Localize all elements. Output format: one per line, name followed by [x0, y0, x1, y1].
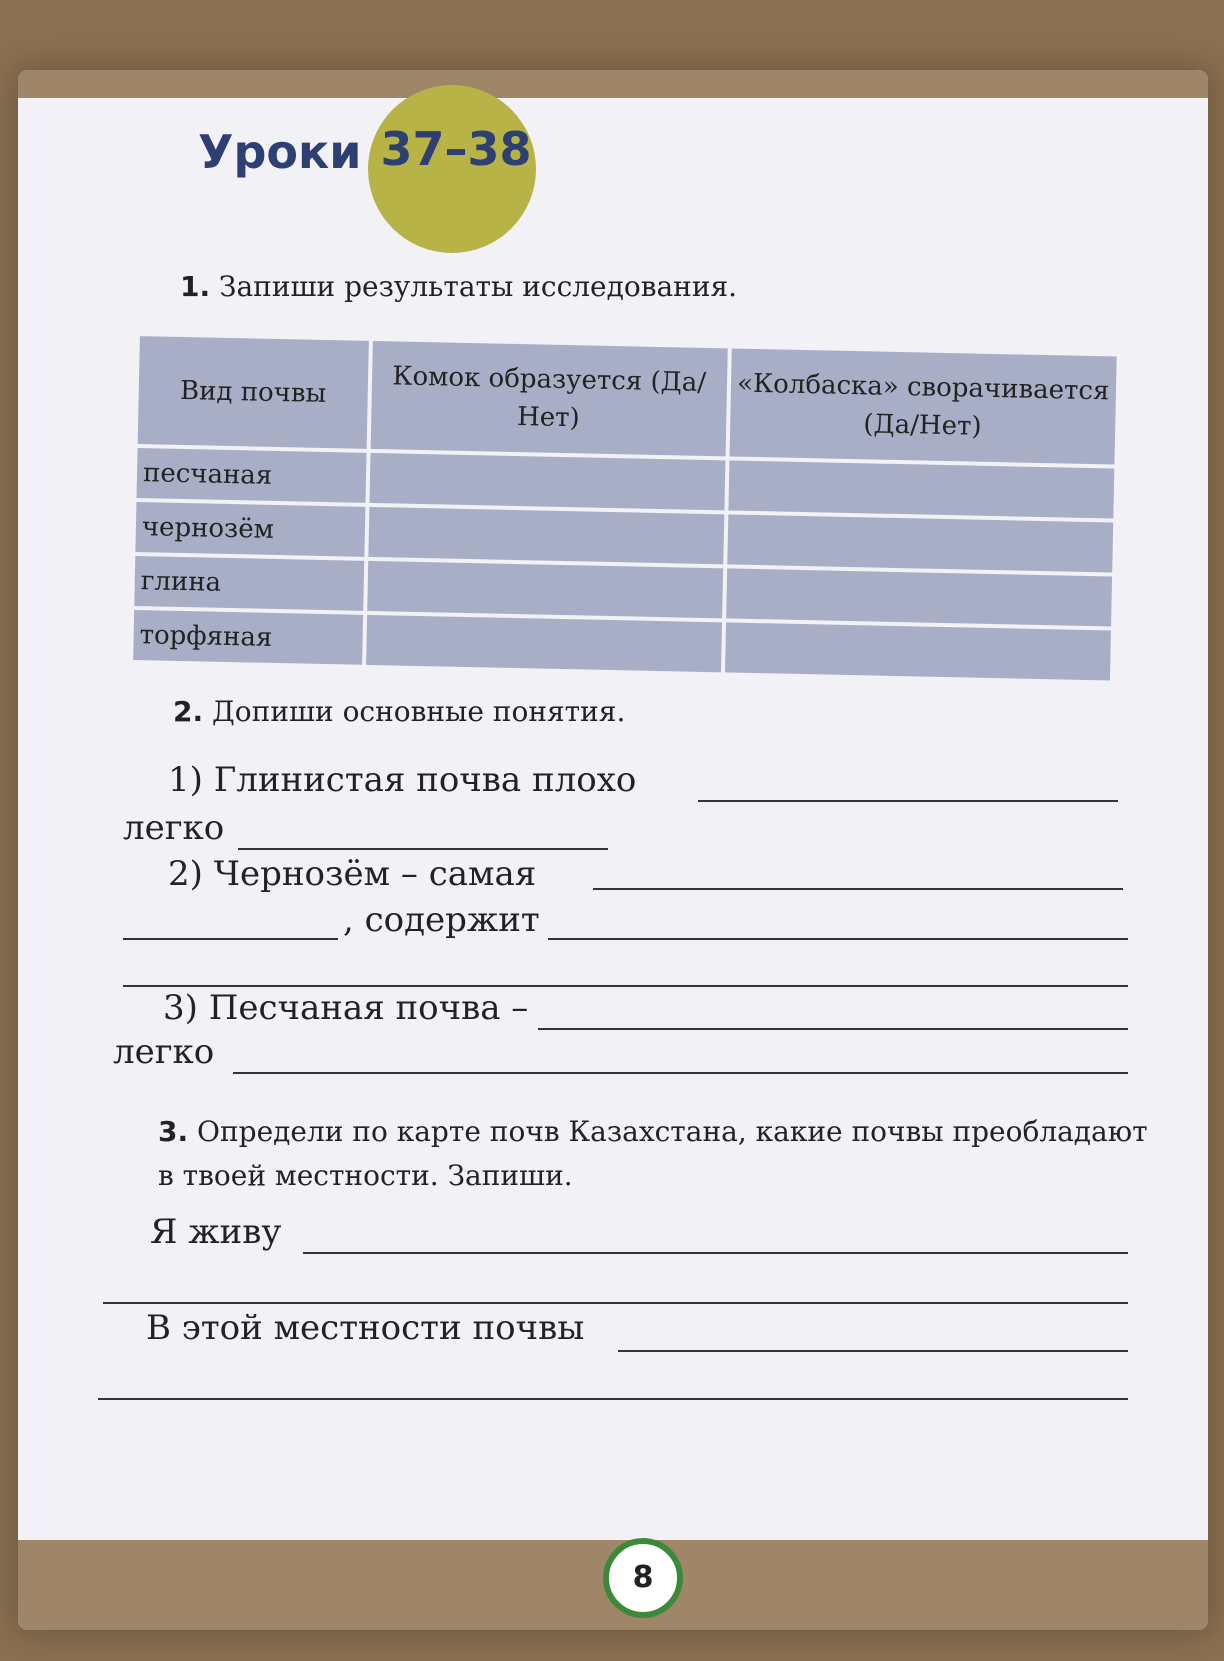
task2-item3 [163, 988, 528, 1028]
lesson-number: 37–38 [380, 122, 532, 176]
column-header-roll: «Колбаска» сворачивается (Да/Нет) [729, 348, 1117, 464]
task1-text: Запиши результаты исследования. [219, 270, 738, 303]
row-label: чернозём [135, 502, 365, 557]
row-label: песчаная [137, 448, 367, 503]
answer-cell[interactable] [725, 622, 1111, 680]
task3-line1 [150, 1212, 281, 1252]
task2-item3-cont [113, 1032, 214, 1072]
lesson-title: Уроки [198, 125, 362, 179]
column-header-soil-type: Вид почвы [138, 336, 369, 449]
workbook-page [18, 70, 1208, 1630]
item1-cont-text: легко [123, 808, 225, 848]
item2-text: 2) Чернозём – самая [168, 854, 537, 894]
task3-number: 3. [158, 1115, 189, 1148]
answer-cell[interactable] [728, 460, 1114, 518]
results-table [129, 332, 1121, 685]
task3-line2 [146, 1308, 584, 1348]
item2-cont-text: , содержит [343, 900, 540, 940]
task2-item1-cont [123, 808, 224, 848]
answer-line[interactable] [123, 938, 338, 940]
task2-number: 2. [173, 695, 204, 728]
row-label: торфяная [133, 610, 363, 665]
answer-line[interactable] [548, 938, 1128, 940]
task3-line1-text: Я живу [150, 1212, 282, 1252]
task3-text: Определи по карте почв Казахстана, какие почвы преобладают в твоей местности. Запиши. [158, 1115, 1148, 1192]
task2-text: Допиши основные понятия. [212, 695, 626, 728]
answer-line[interactable] [618, 1350, 1128, 1352]
answer-line[interactable] [98, 1398, 1128, 1400]
answer-cell[interactable] [367, 561, 723, 618]
task1-heading [180, 270, 737, 303]
answer-line[interactable] [698, 800, 1118, 802]
task3-line2-text: В этой местности почвы [146, 1308, 585, 1348]
item3-cont-text: легко [113, 1032, 215, 1072]
answer-line[interactable] [238, 848, 608, 850]
item3-text: 3) Песчаная почва – [163, 988, 529, 1028]
row-label: глина [134, 556, 364, 611]
answer-line[interactable] [538, 1028, 1128, 1030]
answer-cell[interactable] [727, 514, 1113, 572]
task1-number: 1. [180, 270, 211, 303]
answer-cell[interactable] [366, 615, 722, 672]
answer-line[interactable] [123, 985, 1128, 987]
task2-item2 [168, 854, 536, 894]
answer-line[interactable] [233, 1072, 1128, 1074]
answer-cell[interactable] [368, 507, 724, 564]
item1-text: 1) Глинистая почва плохо [168, 760, 637, 800]
task2-item2-cont [343, 900, 540, 940]
answer-line[interactable] [103, 1302, 1128, 1304]
task2-heading [173, 695, 625, 728]
top-band [18, 70, 1208, 98]
answer-line[interactable] [303, 1252, 1128, 1254]
task3-heading [158, 1110, 1158, 1198]
page-number: 8 [603, 1538, 683, 1618]
answer-cell[interactable] [726, 568, 1112, 626]
answer-cell[interactable] [369, 453, 725, 510]
column-header-lump: Комок образуется (Да/Нет) [370, 341, 727, 456]
task2-item1 [168, 760, 636, 800]
answer-line[interactable] [593, 888, 1123, 890]
